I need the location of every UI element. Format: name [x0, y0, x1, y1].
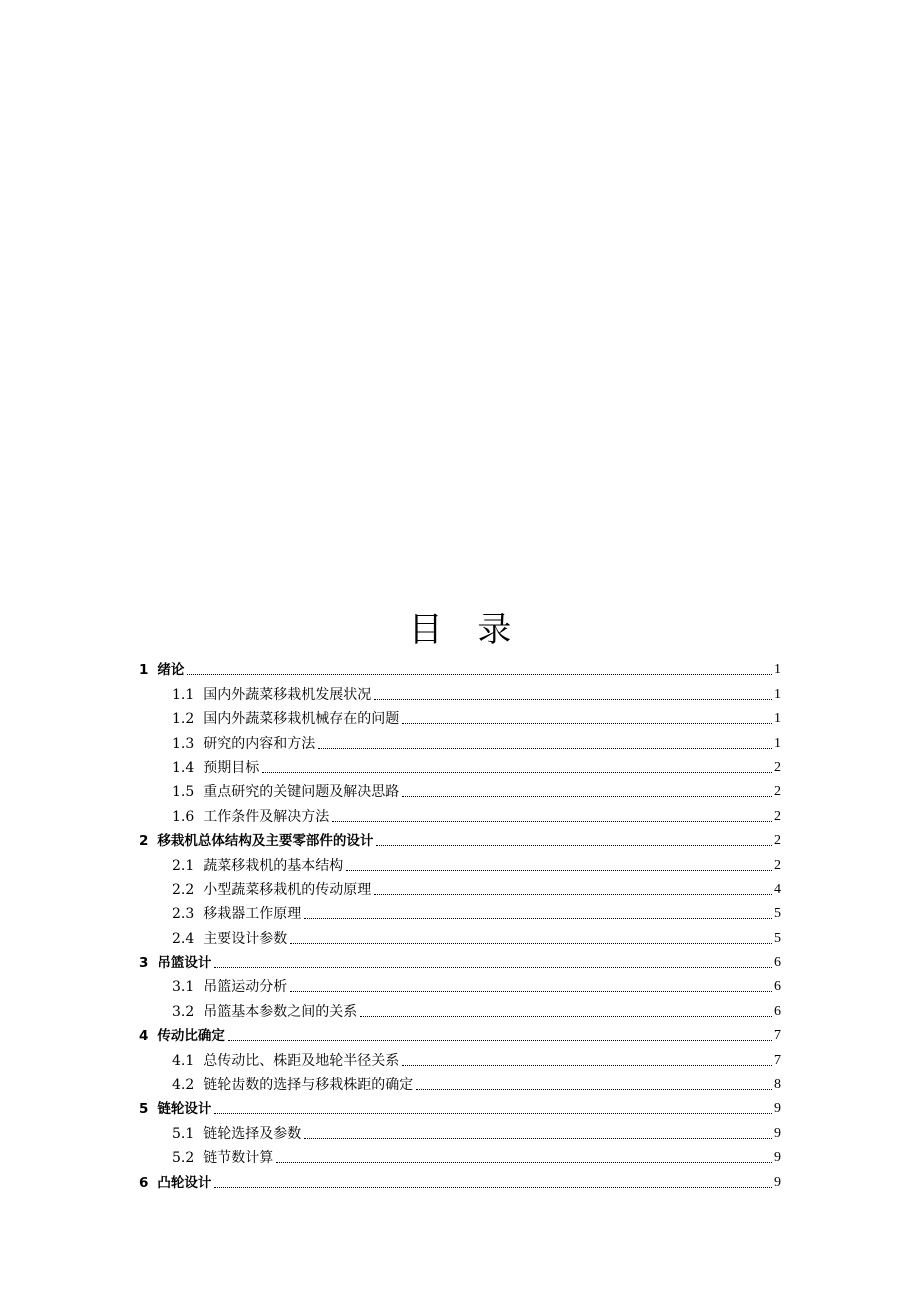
toc-entry[interactable] [139, 1094, 781, 1118]
toc-entry-title: 链轮选择及参数 [203, 1125, 302, 1142]
toc-entry[interactable] [139, 850, 781, 874]
toc-entry-number: 1.4 [172, 759, 195, 776]
toc-entry-title: 吊篮运动分析 [203, 979, 288, 996]
toc-entry-title: 绪论 [157, 662, 185, 679]
toc-entry[interactable] [139, 777, 781, 801]
toc-entry-number: 1.1 [172, 686, 195, 703]
toc-entry-page-number: 2 [774, 808, 781, 824]
toc-entry-title: 预期目标 [203, 759, 260, 776]
toc-entry-page-number: 4 [774, 881, 781, 897]
toc-entry-page-number: 7 [774, 1052, 781, 1068]
toc-entry[interactable] [139, 1143, 781, 1167]
toc-entry-number: 3 [139, 955, 149, 972]
toc-entry[interactable] [139, 1118, 781, 1142]
toc-entry[interactable] [139, 996, 781, 1020]
toc-entry-title: 传动比确定 [157, 1028, 225, 1045]
toc-entry-number: 1.2 [172, 711, 195, 728]
toc-entry[interactable] [139, 1167, 781, 1191]
toc-dot-leader [187, 674, 772, 675]
toc-entry-title: 国内外蔬菜移栽机械存在的问题 [203, 711, 400, 728]
toc-entry[interactable] [139, 1045, 781, 1069]
toc-entry-number: 4.2 [172, 1077, 195, 1094]
toc-entry-title: 重点研究的关键问题及解决思路 [203, 784, 400, 801]
toc-dot-leader [290, 943, 772, 944]
toc-entry-page-number: 2 [774, 833, 781, 849]
toc-entry-number: 1 [139, 662, 149, 679]
toc-entry-number: 2.1 [172, 857, 195, 874]
toc-entry-title: 工作条件及解决方法 [203, 808, 330, 825]
toc-dot-leader [416, 1089, 772, 1090]
toc-entry-page-number: 1 [774, 711, 781, 727]
toc-entry-number: 2.3 [172, 906, 195, 923]
toc-entry-page-number: 5 [774, 930, 781, 946]
toc-dot-leader [214, 967, 772, 968]
toc-entry-page-number: 9 [774, 1125, 781, 1141]
toc-dot-leader [402, 723, 772, 724]
toc-entry-title: 主要设计参数 [203, 930, 288, 947]
toc-entry-page-number: 9 [774, 1101, 781, 1117]
toc-entry-page-number: 2 [774, 857, 781, 873]
toc-entry-number: 5.1 [172, 1125, 195, 1142]
toc-entry-title: 小型蔬菜移栽机的传动原理 [203, 881, 372, 898]
toc-entry[interactable] [139, 948, 781, 972]
toc-entry-page-number: 6 [774, 1003, 781, 1019]
toc-entry[interactable] [139, 679, 781, 703]
toc-dot-leader [214, 1113, 772, 1114]
toc-entry-page-number: 2 [774, 784, 781, 800]
toc-entry[interactable] [139, 655, 781, 679]
toc-entry-title: 国内外蔬菜移栽机发展状况 [203, 686, 372, 703]
toc-entry-title: 移栽器工作原理 [203, 906, 302, 923]
toc-entry[interactable] [139, 704, 781, 728]
toc-entry-title: 链轮齿数的选择与移栽株距的确定 [203, 1077, 414, 1094]
toc-entry-page-number: 9 [774, 1174, 781, 1190]
toc-dot-leader [276, 1162, 772, 1163]
toc-entry-page-number: 2 [774, 759, 781, 775]
page-title: 目 录 [408, 610, 524, 650]
toc-entry-page-number: 1 [774, 662, 781, 678]
toc-entry-page-number: 1 [774, 686, 781, 702]
toc-entry-number: 2.2 [172, 881, 195, 898]
toc-entry[interactable] [139, 753, 781, 777]
toc-entry-page-number: 5 [774, 906, 781, 922]
toc-entry[interactable] [139, 972, 781, 996]
toc-entry-title: 链轮设计 [157, 1101, 212, 1118]
toc-dot-leader [318, 748, 772, 749]
toc-entry-number: 3.1 [172, 979, 195, 996]
toc-dot-leader [360, 1016, 772, 1017]
toc-entry-number: 1.6 [172, 808, 195, 825]
toc-entry-title: 总传动比、株距及地轮半径关系 [203, 1052, 400, 1069]
toc-entry-title: 移栽机总体结构及主要零部件的设计 [157, 833, 374, 850]
toc-entry-number: 3.2 [172, 1003, 195, 1020]
toc-entry-page-number: 8 [774, 1077, 781, 1093]
toc-list [139, 655, 781, 1192]
toc-entry-number: 4 [139, 1028, 149, 1045]
toc-entry[interactable] [139, 875, 781, 899]
toc-entry[interactable] [139, 826, 781, 850]
toc-entry-page-number: 1 [774, 735, 781, 751]
toc-entry-number: 1.5 [172, 784, 195, 801]
toc-entry[interactable] [139, 801, 781, 825]
toc-dot-leader [262, 772, 772, 773]
toc-entry[interactable] [139, 923, 781, 947]
toc-dot-leader [402, 1065, 772, 1066]
toc-entry-title: 蔬菜移栽机的基本结构 [203, 857, 344, 874]
toc-dot-leader [332, 821, 772, 822]
toc-entry[interactable] [139, 899, 781, 923]
toc-dot-leader [402, 796, 772, 797]
toc-dot-leader [346, 870, 772, 871]
toc-entry-number: 6 [139, 1174, 149, 1191]
toc-dot-leader [374, 699, 772, 700]
toc-entry-page-number: 6 [774, 979, 781, 995]
toc-entry-title: 链节数计算 [203, 1150, 274, 1167]
toc-entry-title: 凸轮设计 [157, 1174, 212, 1191]
toc-entry[interactable] [139, 1070, 781, 1094]
toc-dot-leader [214, 1187, 772, 1188]
toc-entry-number: 2 [139, 833, 149, 850]
toc-dot-leader [376, 845, 772, 846]
toc-entry-page-number: 6 [774, 955, 781, 971]
toc-dot-leader [228, 1040, 772, 1041]
toc-entry-page-number: 7 [774, 1028, 781, 1044]
toc-dot-leader [304, 1138, 772, 1139]
toc-dot-leader [290, 991, 772, 992]
toc-entry-number: 5 [139, 1101, 149, 1118]
toc-entry-title: 研究的内容和方法 [203, 735, 316, 752]
toc-entry-page-number: 9 [774, 1150, 781, 1166]
toc-entry-number: 5.2 [172, 1150, 195, 1167]
toc-entry-title: 吊篮基本参数之间的关系 [203, 1003, 358, 1020]
toc-entry-number: 1.3 [172, 735, 195, 752]
toc-entry-title: 吊篮设计 [157, 955, 212, 972]
toc-entry-number: 2.4 [172, 930, 195, 947]
toc-entry-number: 4.1 [172, 1052, 195, 1069]
toc-dot-leader [374, 894, 772, 895]
toc-dot-leader [304, 918, 772, 919]
toc-entry[interactable] [139, 728, 781, 752]
toc-entry[interactable] [139, 1021, 781, 1045]
